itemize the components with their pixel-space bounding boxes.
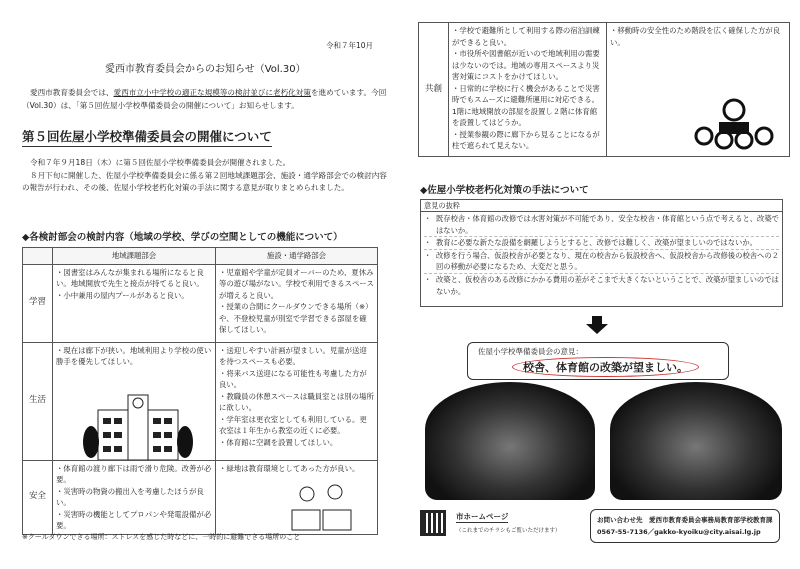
table-row (23, 264, 378, 342)
committee-opinion: 校舎、体育館の改築が望ましい。 (512, 357, 699, 377)
table-cell (449, 23, 607, 157)
down-arrow-head-icon (586, 324, 608, 334)
cell-item: ・学年室は更衣室としても利用している。更衣室は１年生から教室の近くに必要。 (219, 414, 367, 435)
newsletter-title: 愛西市教育委員会からのお知らせ（Vol.30） (105, 64, 306, 75)
down-arrow-icon (592, 316, 602, 324)
cell-item: ・緑地は教育環境としてあった方が良い。 (219, 463, 360, 473)
cell-item: ・体育館に空調を設置してほしい。 (219, 437, 338, 447)
table-cell (53, 264, 216, 342)
cell-item: ・日常的に学校に行く機会があることで災害時でもスムーズに避難所運用に対応できる。1階に地域開放の部屋を設置し２階に体育館を設置してはどうか。 (452, 83, 600, 127)
contact-info: 0567-55-7136／gakko-kyoiku@city.aisai.lg.jp (597, 528, 761, 536)
table-cell (216, 460, 378, 534)
table-row (23, 460, 378, 534)
students-illustration (287, 482, 357, 532)
cell-item: ・将来バス送迎になる可能性も考慮した方が良い。 (219, 368, 367, 389)
table-cell (216, 342, 378, 460)
cell-item: ・移動時の安全性のため階段を広く確保した方が良い。 (610, 26, 780, 47)
intro-pre: 愛西市教育委員会では、 (30, 88, 114, 97)
table-header-row (23, 248, 378, 265)
intro-underlined: 愛西市立小中学校の適正な規模等の検討並びに老朽化対策 (113, 88, 311, 97)
cell-item: ・現在は廊下が狭い。地域利用より学校の使い勝手を優先してほしい。 (56, 345, 212, 366)
table-cell (53, 460, 216, 534)
section-title-committees: ◆各検討部会の検討内容（地域の学校、学びの空間としての機能について） (22, 232, 343, 243)
committee-opinion-label: 佐屋小学校準備委員会の意見： (478, 347, 583, 356)
homepage-link[interactable]: 市ホームページ (456, 512, 509, 521)
opinion-item: ・ 教育に必要な新たな設備を網羅しようとすると、改修では難しく、改築が望ましいのではないか。 (424, 237, 779, 250)
intro-post: を進めています。今回（Vol.30）は、「第５回佐屋小学校準備委員会の開催について」お知らせします。 (22, 88, 387, 110)
opinions-box (420, 199, 783, 307)
meeting-photo (610, 382, 782, 500)
paragraph: 令和７年９月18日（木）に第５回佐屋小学校準備委員会が開催されました。 (30, 158, 291, 167)
table-row (23, 342, 378, 460)
homepage-note: （これまでのチラシもご覧いただけます） (456, 528, 561, 534)
table-header: 施設・通学路部会 (216, 248, 378, 265)
committee-table (22, 247, 378, 535)
cell-item: ・小中兼用の屋内プールがあると良い。 (56, 290, 189, 300)
cell-item: ・体育館の渡り廊下は雨で滑り危険。改善が必要。 (56, 463, 212, 484)
table-cell (607, 23, 790, 157)
cell-item: ・児童館や学童が定員オーバーのため、夏休み等の遊び場がない。学校で利用できるスペースが増えると良い。 (219, 267, 374, 300)
meeting-summary (22, 157, 394, 195)
contact-box (590, 509, 780, 543)
cell-item: ・災害時の物資の搬出入を考慮したほうが良い。 (56, 486, 204, 507)
cell-item: ・授業参観の際に廊下から見ることになるが柱で遮られて見えない。 (452, 129, 600, 150)
qr-code-icon[interactable] (420, 510, 446, 536)
cell-item: ・学校で避難所として利用する際の宿泊訓練ができると良い。 (452, 26, 600, 47)
cell-item: ・図書室はみんなが集まれる場所になると良い。地域開放で先生と接点が持てると良い。 (56, 267, 204, 288)
opinion-item: ・ 既存校舎・体育館の改修では水害対策が不可能であり、安全な校舎・体育館という点で考えると、改築ではないか。 (424, 213, 779, 237)
row-label: 学習 (23, 264, 53, 342)
opinions-header: 意見の抜粋 (421, 200, 782, 212)
meeting-photo (425, 382, 595, 500)
row-label: 安全 (23, 460, 53, 534)
main-heading: 第５回佐屋小学校準備委員会の開催について (22, 127, 272, 147)
opinion-item: ・ 改修を行う場合、仮設校舎が必要となり、現在の校舎から仮設校舎へ、仮設校舎から改修後の校舎への２回の移動が必要になるため、大変だと思う。 (424, 250, 779, 274)
table-row (419, 23, 790, 157)
intro-text (22, 86, 392, 112)
cell-item: ・送迎しやすい計画が望ましい。児童が送迎を待つスペースも必要。 (219, 345, 367, 366)
row-label: 生活 (23, 342, 53, 460)
cell-item: ・市役所や図書館が近いので地域利用の需要は少ないのでは。地域の専用スペースより災害対策にコストをかけてほしい。 (452, 49, 600, 81)
cell-item: ・教職員の休憩スペースは職員室とは別の場所に欲しい。 (219, 391, 374, 412)
footnote: ※クールダウンできる場所：ストレスを感じた時などに、一時的に避難できる場所のこと (22, 533, 301, 541)
table-header: 地域課題部会 (53, 248, 216, 265)
opinion-item: ・ 改築と、仮校舎のある改修にかかる費用の差がそこまで大きくないということで、改築が望ましいのではないか。 (424, 274, 779, 297)
table-cell (216, 264, 378, 342)
cell-item: ・授業の合間にクールダウンできる場所（※）や、不登校児童が別室で学習できる部屋を確保してほしい。 (219, 302, 373, 334)
paragraph: ８月下旬に開催した、佐屋小学校準備委員会に係る第２回地域課題部会、施設・通学路部会での検討内容の報告が行われ、その後、佐屋小学校老朽化対策の手法に関する意見が取りまとめられました。 (22, 170, 387, 192)
table-header (23, 248, 53, 265)
section-title-renovation: ◆佐屋小学校老朽化対策の手法について (420, 185, 589, 196)
committee-table-continued (418, 22, 790, 157)
cell-item: ・災害時の機能としてプロパンや発電設備が必要。 (56, 509, 212, 530)
school-building-illustration (83, 390, 193, 460)
table-cell (53, 342, 216, 460)
issue-date: 令和７年10月 (326, 41, 374, 50)
teacher-children-illustration (689, 96, 779, 156)
row-label: 共創 (419, 23, 449, 157)
contact-label: お問い合わせ先 愛西市教育委員会事務局教育部学校教育課 (597, 516, 773, 524)
